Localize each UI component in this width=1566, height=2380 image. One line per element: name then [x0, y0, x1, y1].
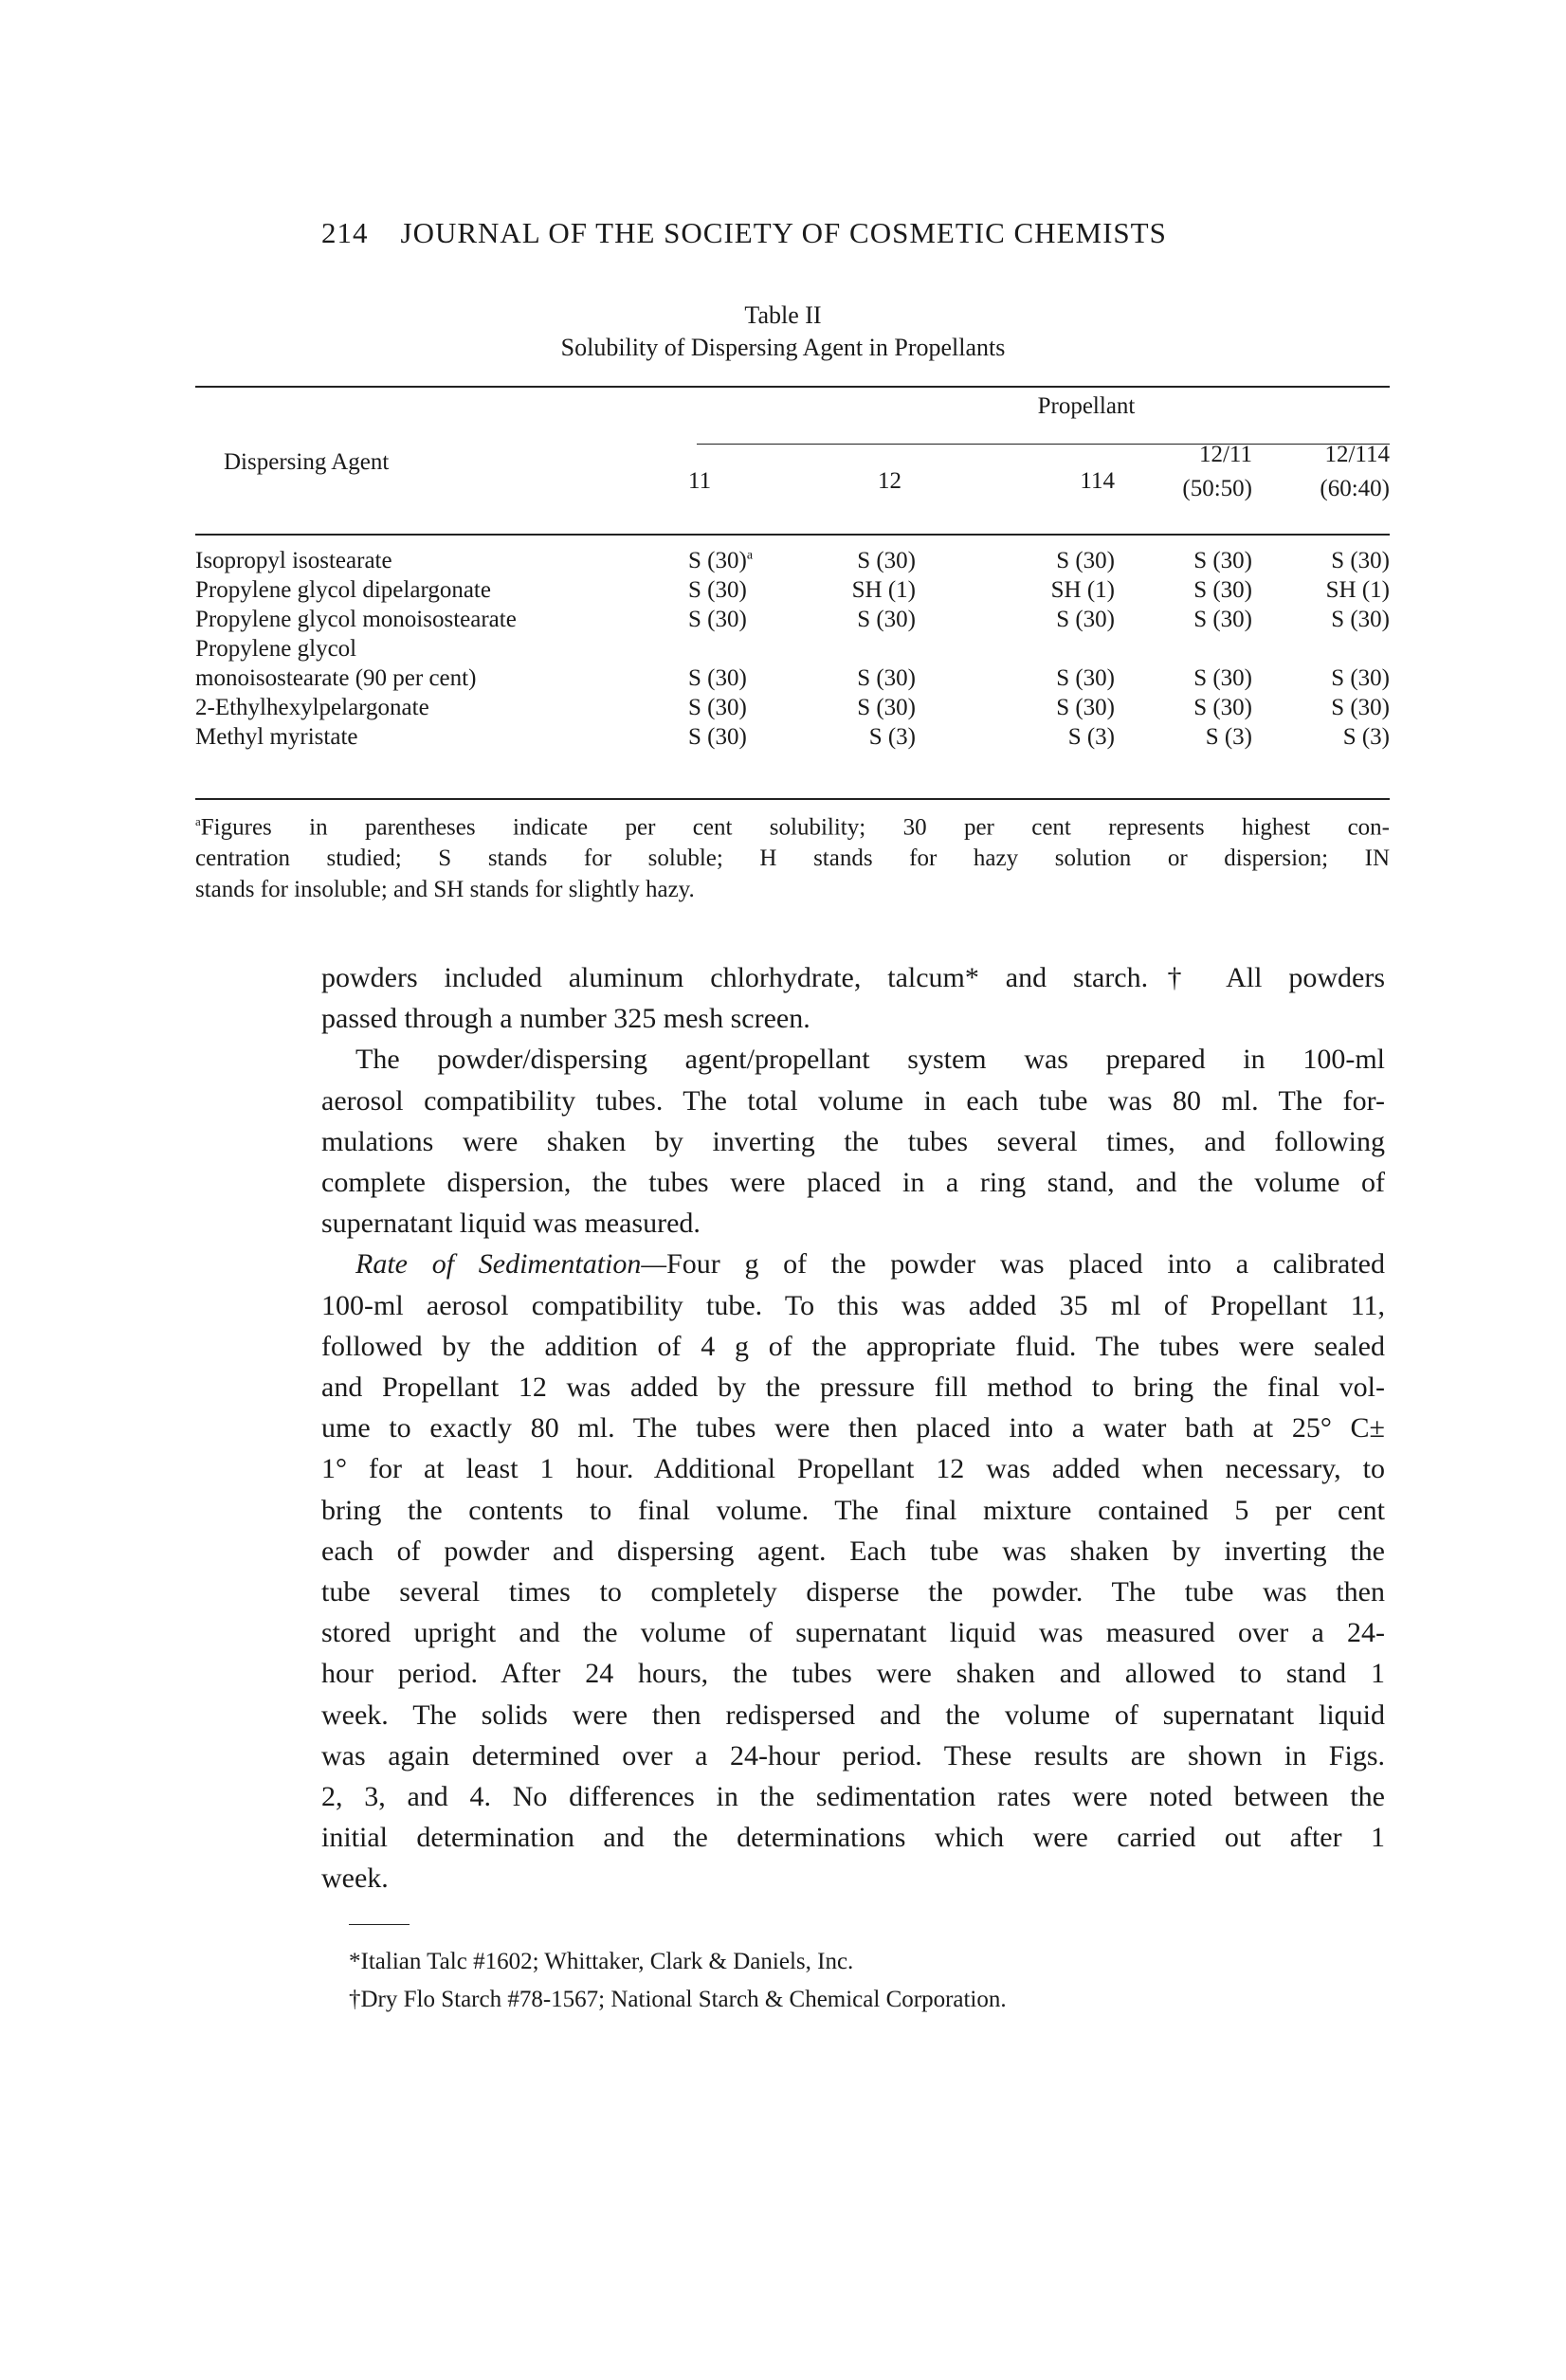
text-line: 2, 3, and 4. No differences in the sedimentation rates were noted between the	[321, 1781, 1385, 1813]
paragraph	[321, 957, 1385, 1039]
agent-name: 2-Ethylhexylpelargonate	[195, 694, 429, 720]
table-row	[195, 722, 1390, 752]
text-line: was again determined over a 24-hour period. These results are shown in Figs.	[321, 1739, 1385, 1771]
cell: S (3)	[868, 723, 916, 750]
paragraph	[321, 1039, 1385, 1244]
text-line: 1° for at least 1 hour. Additional Propellant 12 was added when necessary, to	[321, 1453, 1385, 1485]
agent-name: Isopropyl isostearate	[195, 547, 392, 573]
text-line: hour period. After 24 hours, the tubes were shaken and allowed to stand 1	[321, 1658, 1385, 1690]
text-line: The powder/dispersing agent/propellant system was prepared in 100-ml	[355, 1044, 1385, 1076]
cell: S (30)	[1193, 606, 1252, 632]
paragraph	[321, 1244, 1385, 1899]
agent-name-continued: monoisostearate (90 per cent)	[195, 664, 477, 691]
table-row	[195, 663, 1390, 693]
cell: S (30)	[1331, 664, 1390, 691]
text-line: week.	[321, 1862, 389, 1895]
column-header: 11	[688, 468, 712, 494]
text-line: tube several times to completely disperse the powder. The tube was then	[321, 1576, 1385, 1608]
table-row	[195, 634, 1390, 663]
table-row	[195, 546, 1390, 575]
cell: S (30)	[1193, 664, 1252, 691]
text-line: mulations were shaken by inverting the tubes several times, and following	[321, 1125, 1385, 1157]
text-line: aerosol compatibility tubes. The total volume in each tube was 80 ml. The for-	[321, 1084, 1385, 1117]
table-footnote-line: centration studied; S stands for soluble; H stands for hazy solution or dispersion; IN	[195, 845, 1390, 872]
run-in-heading: Rate of Sedimentation—	[355, 1248, 667, 1281]
text-line: and Propellant 12 was added by the pressure fill method to bring the final vol-	[321, 1372, 1385, 1404]
cell: SH (1)	[1325, 576, 1390, 603]
cell: S (30)	[857, 547, 916, 573]
page-number: 214	[321, 216, 369, 249]
table-row	[195, 575, 1390, 605]
cell: S (30)	[1331, 694, 1390, 720]
column-header	[1252, 434, 1390, 523]
column-header: 12	[878, 468, 901, 494]
table-title: Table II	[744, 301, 822, 329]
footnote-starch: †Dry Flo Starch #78-1567; National Starch & Chemical Corporation.	[349, 1987, 1007, 2012]
cell: S (3)	[1342, 723, 1390, 750]
table-bottom-rule	[195, 798, 1390, 800]
cell: S (3)	[1067, 723, 1115, 750]
cell: S (30)	[688, 694, 747, 720]
table-footnote-line: Figures in parentheses indicate per cent solubility; 30 per cent represents highest con-	[200, 814, 1390, 841]
cell: S (30)	[857, 694, 916, 720]
table-footnote	[195, 806, 1390, 905]
text-line: powders included aluminum chlorhydrate, talcum* and starch.† All powders	[321, 962, 1385, 993]
text-line: bring the contents to final volume. The final mixture contained 5 per cent	[321, 1494, 1385, 1526]
footnote-marker: a	[746, 548, 754, 563]
text-line: supernatant liquid was measured.	[321, 1208, 701, 1240]
agent-name: Propylene glycol dipelargonate	[195, 576, 491, 603]
cell: S (30)	[688, 606, 747, 632]
column-header-label: 12/114 (60:40)	[1320, 442, 1390, 501]
body-text	[321, 957, 1385, 1899]
footnote-rule	[349, 1924, 410, 1925]
text-line-content: Four g of the powder was placed into a calibrated	[666, 1248, 1385, 1281]
table-footnote-line: stands for insoluble; and SH stands for slightly hazy.	[195, 877, 695, 903]
text-line: each of powder and dispersing agent. Each tube was shaken by inverting the	[321, 1535, 1385, 1567]
cell: S (30)	[1193, 547, 1252, 573]
solubility-table	[195, 379, 1390, 752]
text-line: complete dispersion, the tubes were placed in a ring stand, and the volume of	[321, 1167, 1385, 1199]
agent-name: Methyl myristate	[195, 723, 358, 750]
agent-column-header: Dispersing Agent	[224, 449, 390, 475]
cell: SH (1)	[1050, 576, 1115, 603]
running-header	[321, 216, 1167, 250]
cell: S (30)	[857, 606, 916, 632]
table-row	[195, 605, 1390, 634]
cell: SH (1)	[851, 576, 916, 603]
table-row	[195, 693, 1390, 722]
cell: S (30)	[688, 576, 747, 603]
footnote-marker: a	[195, 814, 201, 828]
text-line: followed by the addition of 4 g of the appropriate fluid. The tubes were sealed	[321, 1330, 1385, 1362]
text-line	[321, 1244, 1385, 1284]
text-line: passed through a number 325 mesh screen.	[321, 1003, 810, 1035]
cell: S (30)	[1056, 547, 1115, 573]
column-header: 114	[1080, 468, 1115, 494]
journal-title: JOURNAL OF THE SOCIETY OF COSMETIC CHEMISTS	[400, 216, 1167, 249]
agent-name: Propylene glycol	[195, 635, 357, 662]
cell: S (30)	[1331, 606, 1390, 632]
text-line: week. The solids were then redispersed and the volume of supernatant liquid	[321, 1699, 1385, 1731]
cell: S (30)	[1193, 694, 1252, 720]
cell: S (30)	[857, 664, 916, 691]
cell: S (30)	[1056, 694, 1115, 720]
table-caption: Solubility of Dispersing Agent in Propellants	[560, 334, 1006, 361]
footnotes	[349, 1943, 1007, 2019]
cell: S (30)	[1056, 664, 1115, 691]
cell: S (30)	[688, 547, 747, 573]
column-header	[1115, 434, 1252, 523]
cell: S (30)	[1056, 606, 1115, 632]
propellant-group-header: Propellant	[1037, 393, 1136, 419]
agent-name: Propylene glycol monoisostearate	[195, 606, 517, 632]
text-line: 100-ml aerosol compatibility tube. To this was added 35 ml of Propellant 11,	[321, 1289, 1385, 1321]
footnote-talc: *Italian Talc #1602; Whittaker, Clark & Daniels, Inc.	[349, 1949, 854, 1974]
cell: S (30)	[688, 723, 747, 750]
cell: S (30)	[1193, 576, 1252, 603]
text-line: stored upright and the volume of supernatant liquid was measured over a 24-	[321, 1617, 1385, 1649]
cell: S (3)	[1205, 723, 1252, 750]
cell: S (30)	[688, 664, 747, 691]
text-line: ume to exactly 80 ml. The tubes were then placed into a water bath at 25° C±	[321, 1412, 1385, 1444]
cell: S (30)	[1331, 547, 1390, 573]
text-line: initial determination and the determinations which were carried out after 1	[321, 1822, 1385, 1854]
column-header-label: 12/11 (50:50)	[1182, 442, 1252, 501]
